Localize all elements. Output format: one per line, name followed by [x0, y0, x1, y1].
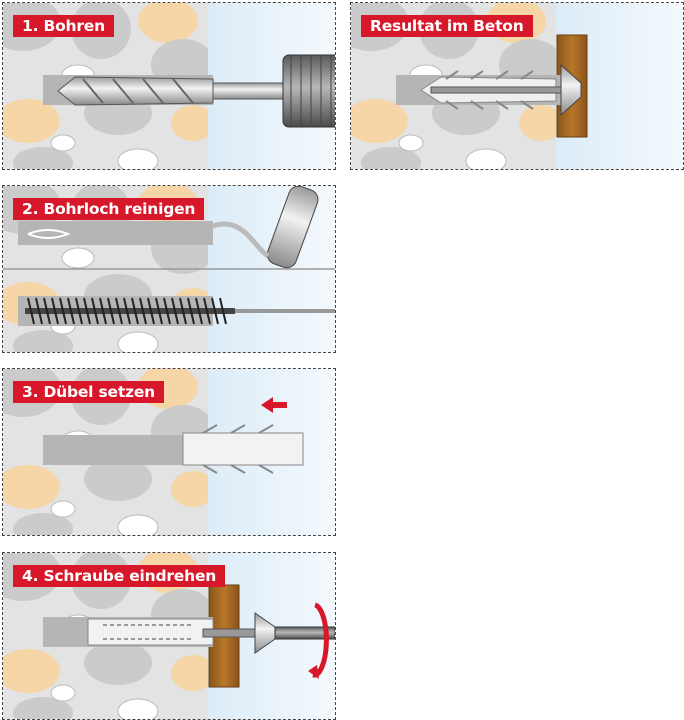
step-4-panel [2, 552, 336, 720]
step-3-panel [2, 368, 336, 536]
step-2-panel [2, 185, 336, 353]
step-2-label: 2. Bohrloch reinigen [13, 198, 204, 220]
dowel-icon [88, 619, 213, 645]
step-3-label: 3. Dübel setzen [13, 381, 164, 403]
result-panel [350, 2, 684, 170]
step-1-label: 1. Bohren [13, 15, 114, 37]
step-1-panel [2, 2, 336, 170]
step-4-label: 4. Schraube eindrehen [13, 565, 225, 587]
drill-chuck-icon [283, 55, 336, 127]
result-label: Resultat im Beton [361, 15, 533, 37]
